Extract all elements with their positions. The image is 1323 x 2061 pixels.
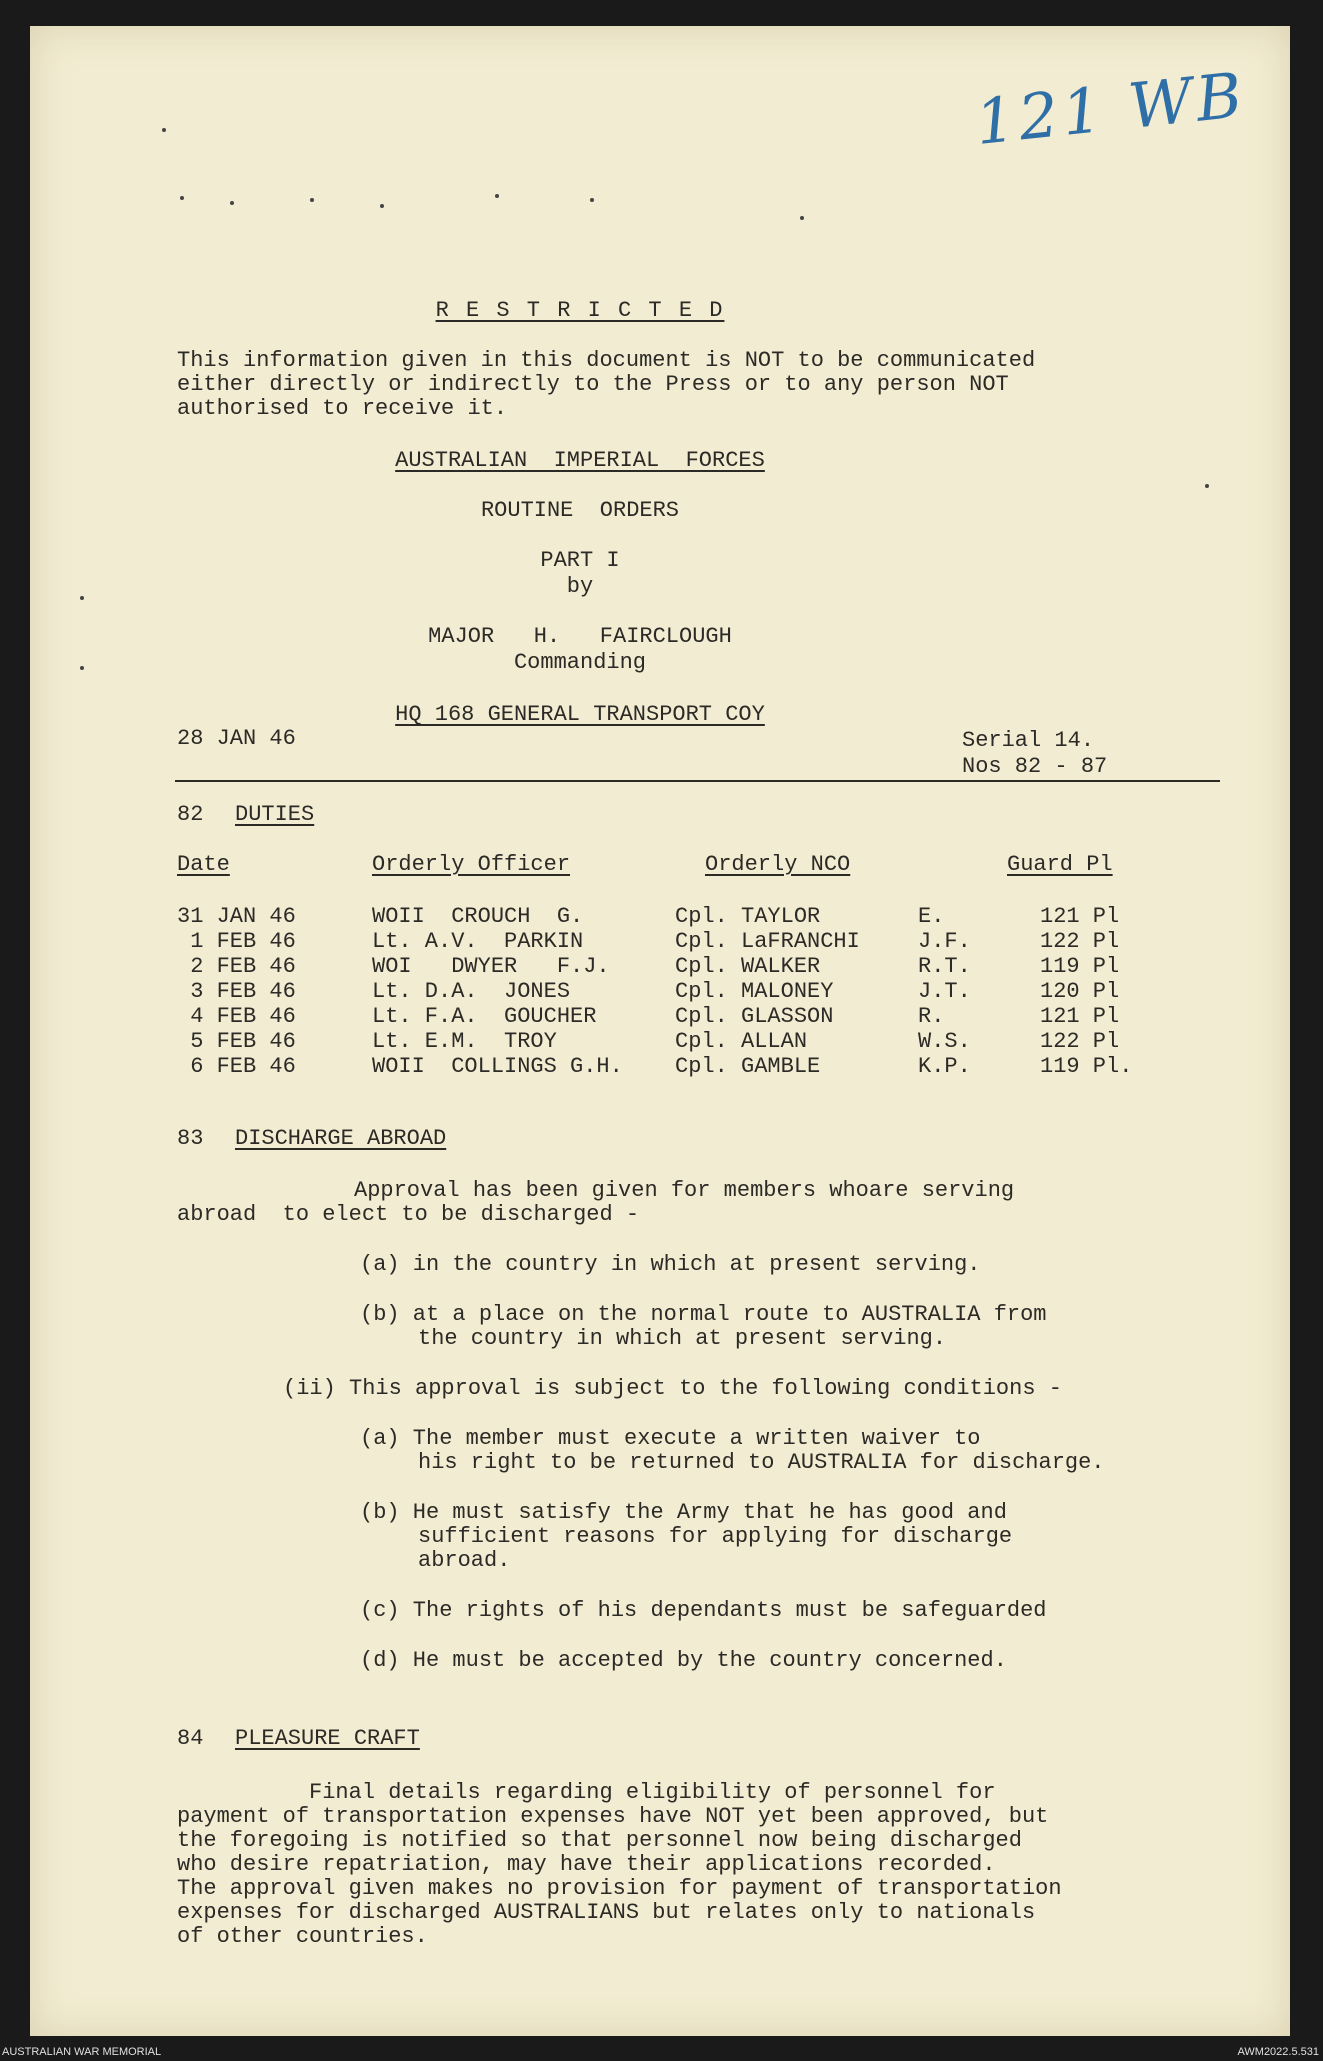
condition-b-3: abroad. xyxy=(418,1548,511,1573)
section-82-heading: DUTIES xyxy=(235,802,315,827)
row-initials: K.P. xyxy=(918,1054,971,1079)
footer-reference: AWM2022.5.531 xyxy=(1237,2046,1319,2058)
row-guard: 122 Pl xyxy=(1040,929,1120,954)
condition-d: (d) He must be accepted by the country concerned. xyxy=(360,1648,1007,1673)
row-nco: Cpl. WALKER xyxy=(675,954,821,979)
row-guard: 121 Pl xyxy=(1040,1004,1120,1029)
discharge-intro-2: abroad to elect to be discharged - xyxy=(177,1202,640,1227)
condition-c: (c) The rights of his dependants must be safeguarded xyxy=(360,1598,1047,1623)
condition-a-1: (a) The member must execute a written waiver to xyxy=(360,1426,981,1451)
footer-archive-label: AUSTRALIAN WAR MEMORIAL xyxy=(2,2046,162,2058)
row-initials: J.T. xyxy=(918,979,971,1004)
organisation-title: AUSTRALIAN IMPERIAL FORCES xyxy=(395,448,765,473)
section-84-number: 84 xyxy=(177,1726,204,1751)
row-guard: 121 Pl xyxy=(1040,904,1120,929)
pleasure-line-1: Final details regarding eligibility of personnel for xyxy=(177,1780,996,1805)
row-date: 31 JAN 46 xyxy=(177,904,296,929)
doc-type: ROUTINE ORDERS xyxy=(480,498,680,523)
row-date: 4 FEB 46 xyxy=(177,1004,296,1029)
notice-line-2: either directly or indirectly to the Press or to any person NOT xyxy=(177,372,1009,397)
row-officer: WOII COLLINGS G.H. xyxy=(372,1054,623,1079)
col-date-header: Date xyxy=(177,852,230,877)
row-initials: R.T. xyxy=(918,954,971,979)
row-officer: Lt. F.A. GOUCHER xyxy=(372,1004,597,1029)
section-83-number: 83 xyxy=(177,1126,204,1151)
section-83-heading: DISCHARGE ABROAD xyxy=(235,1126,447,1151)
serial-number: Serial 14. xyxy=(962,728,1095,753)
row-date: 2 FEB 46 xyxy=(177,954,296,979)
condition-a-2: his right to be returned to AUSTRALIA for discharge. xyxy=(418,1450,1105,1475)
by-label: by xyxy=(566,574,594,599)
row-guard: 119 Pl. xyxy=(1040,1054,1133,1079)
row-date: 3 FEB 46 xyxy=(177,979,296,1004)
unit-title: HQ 168 GENERAL TRANSPORT COY xyxy=(395,702,765,727)
section-82-number: 82 xyxy=(177,802,204,827)
col-guard-header: Guard Pl xyxy=(1007,852,1113,877)
document-body xyxy=(30,26,1290,2036)
pleasure-line-2: payment of transportation expenses have NOT yet been approved, but xyxy=(177,1804,1049,1829)
header-rule xyxy=(175,780,1220,782)
order-numbers: Nos 82 - 87 xyxy=(962,754,1108,779)
discharge-intro-1: Approval has been given for members whoare serving xyxy=(354,1178,1015,1203)
pleasure-line-6: expenses for discharged AUSTRALIANS but relates only to nationals xyxy=(177,1900,1036,1925)
row-nco: Cpl. MALONEY xyxy=(675,979,834,1004)
row-officer: Lt. D.A. JONES xyxy=(372,979,571,1004)
part-label: PART I xyxy=(540,548,620,573)
pleasure-line-3: the foregoing is notified so that personnel now being discharged xyxy=(177,1828,1022,1853)
col-officer-header: Orderly Officer xyxy=(372,852,571,877)
row-initials: J.F. xyxy=(918,929,971,954)
row-nco: Cpl. GAMBLE xyxy=(675,1054,821,1079)
order-date: 28 JAN 46 xyxy=(177,726,296,751)
discharge-item-b-1: (b) at a place on the normal route to AUSTRALIA from xyxy=(360,1302,1047,1327)
notice-line-3: authorised to receive it. xyxy=(177,396,508,421)
row-guard: 122 Pl xyxy=(1040,1029,1120,1054)
section-84-heading: PLEASURE CRAFT xyxy=(235,1726,420,1751)
row-officer: WOII CROUCH G. xyxy=(372,904,584,929)
row-initials: R. xyxy=(918,1004,945,1029)
row-officer: WOI DWYER F.J. xyxy=(372,954,610,979)
pleasure-line-7: of other countries. xyxy=(177,1924,428,1949)
row-initials: W.S. xyxy=(918,1029,971,1054)
row-officer: Lt. E.M. TROY xyxy=(372,1029,557,1054)
row-nco: Cpl. ALLAN xyxy=(675,1029,808,1054)
row-nco: Cpl. LaFRANCHI xyxy=(675,929,860,954)
condition-b-2: sufficient reasons for applying for discharge xyxy=(418,1524,1013,1549)
restricted-heading: R E S T R I C T E D xyxy=(435,298,725,323)
handwritten-note: 121 WB xyxy=(971,58,1250,159)
discharge-item-a: (a) in the country in which at present serving. xyxy=(360,1252,981,1277)
commander-name: MAJOR H. FAIRCLOUGH xyxy=(428,624,732,649)
pleasure-line-4: who desire repatriation, may have their applications recorded. xyxy=(177,1852,996,1877)
row-nco: Cpl. GLASSON xyxy=(675,1004,834,1029)
commander-role: Commanding xyxy=(513,650,647,675)
condition-b-1: (b) He must satisfy the Army that he has good and xyxy=(360,1500,1007,1525)
col-nco-header: Orderly NCO xyxy=(705,852,851,877)
discharge-item-ii: (ii) This approval is subject to the following conditions - xyxy=(283,1376,1062,1401)
row-guard: 119 Pl xyxy=(1040,954,1120,979)
notice-line-1: This information given in this document is NOT to be communicated xyxy=(177,348,1036,373)
document-page xyxy=(30,26,1290,2036)
row-guard: 120 Pl xyxy=(1040,979,1120,1004)
pleasure-line-5: The approval given makes no provision for payment of transportation xyxy=(177,1876,1062,1901)
discharge-item-b-2: the country in which at present serving. xyxy=(418,1326,947,1351)
row-date: 5 FEB 46 xyxy=(177,1029,296,1054)
row-officer: Lt. A.V. PARKIN xyxy=(372,929,584,954)
row-date: 1 FEB 46 xyxy=(177,929,296,954)
row-initials: E. xyxy=(918,904,945,929)
row-date: 6 FEB 46 xyxy=(177,1054,296,1079)
row-nco: Cpl. TAYLOR xyxy=(675,904,821,929)
